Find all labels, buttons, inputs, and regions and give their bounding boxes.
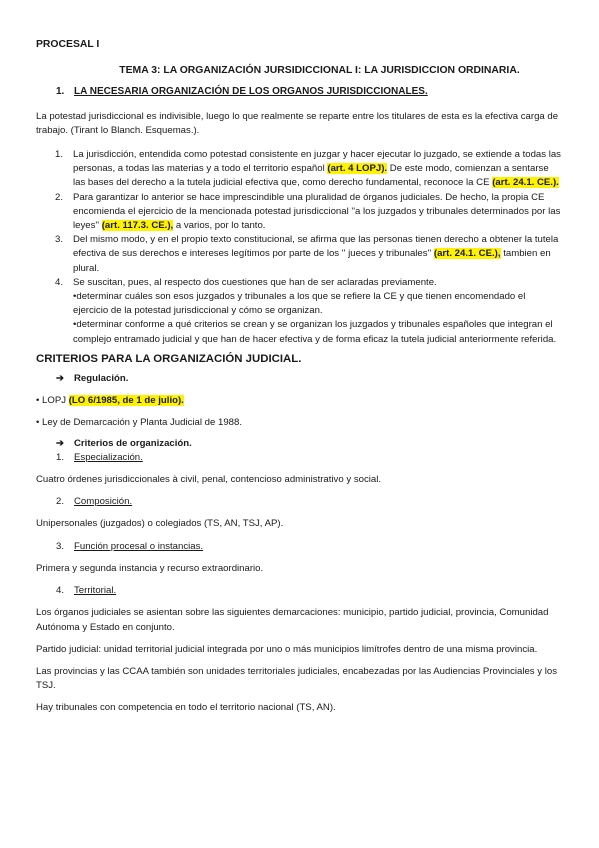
highlight: (LO 6/1985, de 1 de julio). bbox=[68, 395, 184, 407]
criterio-heading: 4. Territorial. bbox=[56, 585, 117, 597]
list-item: 3. Del mismo modo, y en el propio texto constitucional, se afirma que las personas tienen derecho a obtener la tutela efectiva de sus derechos e intereses legítimos por parte de los '' jueces y tribunales'' (art. 24.1. CE.), tambien en plural. bbox=[55, 234, 559, 274]
highlight: (art. 4 LOPJ). bbox=[327, 163, 388, 175]
criterio-description: Cuatro órdenes jurisdiccionales à civil, penal, contencioso administrativo y social. bbox=[36, 474, 382, 486]
list-item: 4. Se suscitan, pues, al respecto dos cuestiones que han de ser aclaradas previamente. •determinar cuáles son esos juzgados y tribunales a los que se refiere la CE y que tienen encomendado el ejercicio de la potestad jurisdiccional y cómo se organizan. •determinar conforme a qué criterios se crean y se organizan los juzgados y tribunales españoles que integran el complejo entramado judicial y que han de hacer efectiva y de forma eficaz la tutela judicial anteriormente referida. bbox=[55, 276, 557, 345]
criterio-heading: 3. Función procesal o instancias. bbox=[56, 540, 204, 552]
list-item: 2. Para garantizar lo anterior se hace imprescindible una pluralidad de órganos judiciales. De hecho, la propia CE encomienda el ejercicio de la mencionada potestad jurisdiccional ''a los juzgados y tribunales determinados por las leyes'' (art. 117.3. CE.), a varios, por lo tanto. bbox=[55, 191, 561, 232]
subheading-regulacion: ➔ Regulación. bbox=[36, 372, 563, 386]
criterio-description: Partido judicial: unidad territorial judicial integrada por uno o más municipios limítrofes dentro de una misma provincia. bbox=[36, 643, 538, 655]
criterio-heading: 1. Especialización. bbox=[56, 451, 143, 463]
subheading-criterios: ➔ Criterios de organización. bbox=[36, 437, 563, 451]
criterio-description: Unipersonales (juzgados) o colegiados (TS, AN, TSJ, AP). bbox=[36, 518, 284, 530]
arrow-icon: ➔ bbox=[56, 373, 65, 385]
criterio-description: Primera y segunda instancia y recurso extraordinario. bbox=[36, 562, 264, 574]
bullet-lopj: • LOPJ (LO 6/1985, de 1 de julio). bbox=[36, 395, 184, 407]
bullet-ley-demarcacion: • Ley de Demarcación y Planta Judicial de 1988. bbox=[36, 417, 243, 429]
highlight: (art. 117.3. CE.), bbox=[101, 220, 174, 232]
criterio-description: Las provincias y las CCAA también son unidades territoriales judiciales, encabezadas por las Audiencias Provinciales y los TSJ. bbox=[36, 665, 557, 692]
criterio-description: Hay tribunales con competencia en todo el territorio nacional (TS, AN). bbox=[36, 702, 336, 714]
intro-paragraph: La potestad jurisdiccional es indivisible, luego lo que realmente se reparte entre los titulares de esta es la efectiva carga de trabajo. (Tirant lo Blanch. Esquemas.). bbox=[36, 110, 559, 136]
document-title: PROCESAL I bbox=[36, 39, 100, 50]
arrow-icon: ➔ bbox=[56, 437, 65, 449]
numbered-list bbox=[36, 148, 563, 347]
criterio-heading: 2. Composición. bbox=[56, 496, 133, 508]
section-heading-2: CRITERIOS PARA LA ORGANIZACIÓN JUDICIAL. bbox=[36, 352, 302, 365]
highlight: (art. 24.1. CE.). bbox=[492, 177, 559, 189]
topic-title: TEMA 3: LA ORGANIZACIÓN JURSIDICCIONAL I: LA JURISDICCION ORDINARIA. bbox=[119, 65, 520, 77]
criterio-description: Los órganos judiciales se asientan sobre las siguientes demarcaciones: municipio, partido judicial, provincia, Comunidad Autónoma y Estado en conjunto. bbox=[36, 607, 549, 633]
section-heading-1: 1. LA NECESARIA ORGANIZACIÓN DE LOS ORGANOS JURISDICCIONALES. bbox=[56, 86, 428, 98]
list-item: 1. La jurisdicción, entendida como potestad consistente en juzgar y hacer ejecutar lo juzgado, se extiende a todas las personas, a todas las materias y a todo el territorio español (art. 4 LOPJ). De este modo, comienzan a sentarse las bases del derecho a la tutela judicial efectiva que, como derecho fundamental, reconoce la CE (art. 24.1. CE.). bbox=[55, 149, 561, 189]
highlight: (art. 24.1. CE.), bbox=[433, 248, 501, 260]
